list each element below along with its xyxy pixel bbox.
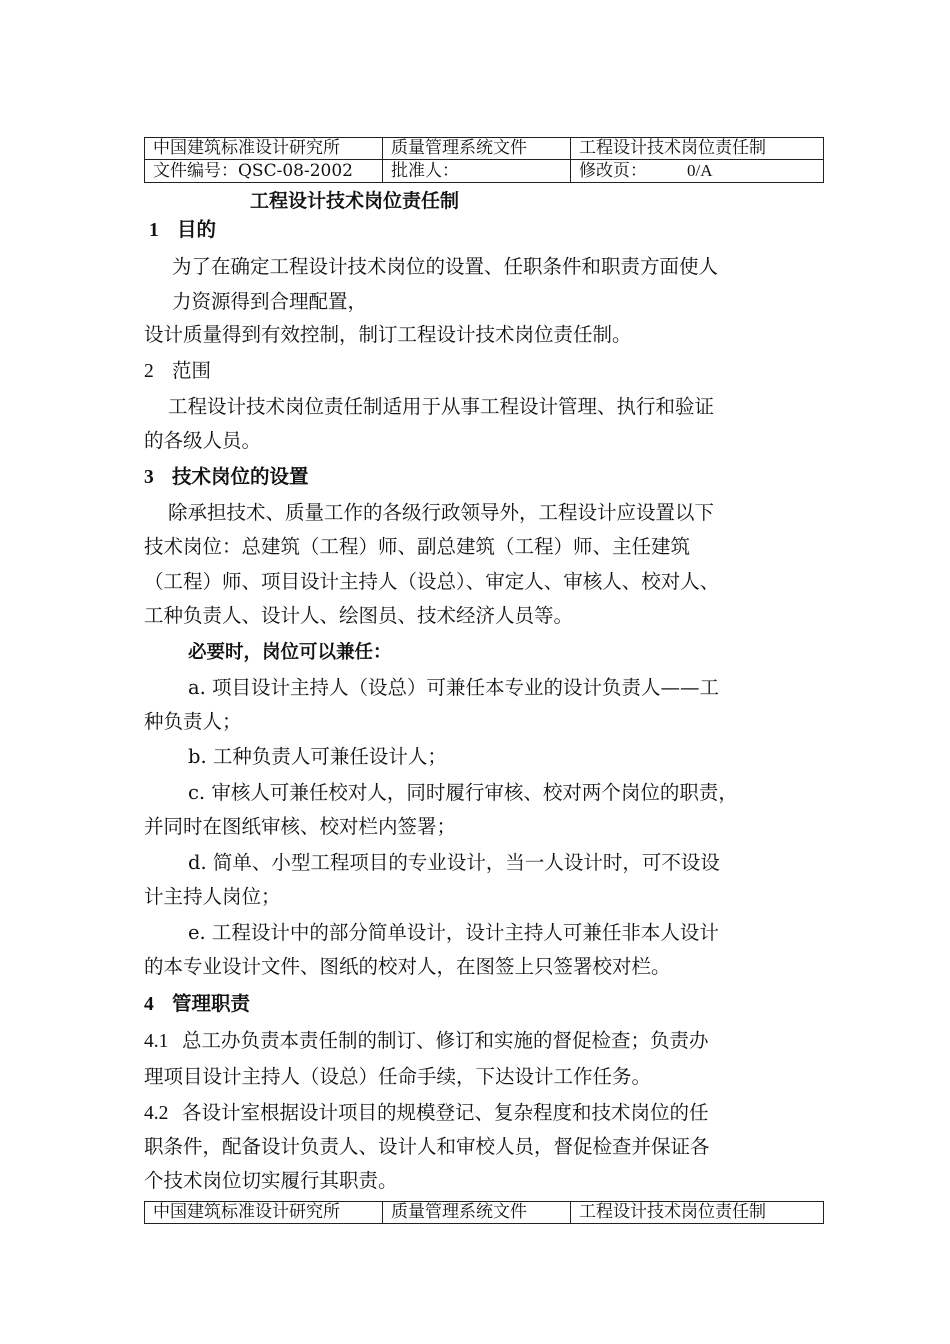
doc-title: 工程设计技术岗位责任制 — [571, 1202, 824, 1224]
section-title: 范围 — [172, 359, 212, 382]
revision-value: 0/A — [687, 161, 713, 180]
paragraph-line: 力资源得到合理配置， — [172, 290, 368, 313]
section-number: 2 — [144, 361, 154, 382]
paragraph-line: 技术岗位：总建筑（工程）师、副总建筑（工程）师、主任建筑 — [144, 535, 691, 558]
section-title: 技术岗位的设置 — [172, 465, 309, 488]
clause-number: 4.1 — [144, 1031, 169, 1052]
section-3-heading — [144, 463, 309, 492]
approver-label: 批准人： — [383, 160, 571, 183]
list-item-line: 的本专业设计文件、图纸的校对人，在图签上只签署校对栏。 — [144, 955, 671, 978]
paragraph-line: （工程）师、项目设计主持人（设总）、审定人、审核人、校对人、 — [144, 570, 720, 593]
section-2-heading — [144, 357, 211, 386]
file-number-label: 文件编号： — [153, 160, 238, 181]
footer-row — [145, 1202, 824, 1224]
footer-table — [144, 1201, 824, 1224]
paragraph-line: 理项目设计主持人（设总）任命手续，下达设计工作任务。 — [144, 1065, 652, 1088]
paragraph-line: 的各级人员。 — [144, 429, 262, 452]
file-number: QSC-08-2002 — [238, 160, 353, 181]
paragraph-line: 个技术岗位切实履行其职责。 — [144, 1169, 398, 1192]
header-row-2 — [145, 160, 824, 183]
section-number: 4 — [144, 994, 154, 1015]
section-number: 3 — [144, 467, 154, 488]
file-number-cell — [145, 160, 383, 183]
header-row-1 — [145, 138, 824, 160]
doc-type: 质量管理系统文件 — [383, 1202, 571, 1224]
document-title: 工程设计技术岗位责任制 — [250, 190, 460, 212]
revision-label: 修改页： — [579, 161, 647, 181]
clause-4-2-line — [144, 1099, 709, 1128]
section-1-heading — [149, 216, 216, 245]
org-name: 中国建筑标准设计研究所 — [145, 138, 383, 160]
list-item-line: b. 工种负责人可兼任设计人； — [188, 745, 447, 768]
paragraph-line: 职条件，配备设计负责人、设计人和审校人员，督促检查并保证各 — [144, 1135, 710, 1158]
paragraph-line: 设计质量得到有效控制，制订工程设计技术岗位责任制。 — [144, 323, 632, 346]
list-item-line: d. 简单、小型工程项目的专业设计，当一人设计时，可不设设 — [188, 851, 720, 874]
merge-note: 必要时，岗位可以兼任： — [188, 642, 392, 663]
paragraph-line: 工程设计技术岗位责任制适用于从事工程设计管理、执行和验证 — [168, 395, 715, 418]
header-table — [144, 137, 824, 183]
list-item-line: c. 审核人可兼任校对人，同时履行审核、校对两个岗位的职责， — [188, 781, 738, 804]
paragraph-line: 为了在确定工程设计技术岗位的设置、任职条件和职责方面使人 — [172, 255, 719, 278]
section-4-heading — [144, 990, 250, 1019]
revision-cell — [571, 160, 824, 183]
section-title: 目的 — [177, 218, 217, 241]
clause-number: 4.2 — [144, 1103, 169, 1124]
org-name: 中国建筑标准设计研究所 — [145, 1202, 383, 1224]
doc-type: 质量管理系统文件 — [383, 138, 571, 160]
list-item-line: a. 项目设计主持人（设总）可兼任本专业的设计负责人——工 — [188, 676, 720, 699]
clause-text: 总工办负责本责任制的制订、修订和实施的督促检查；负责办 — [182, 1029, 709, 1052]
section-title: 管理职责 — [172, 992, 251, 1015]
section-number: 1 — [149, 220, 159, 241]
list-item-line: 种负责人； — [144, 710, 242, 733]
doc-title: 工程设计技术岗位责任制 — [571, 138, 824, 160]
clause-text: 各设计室根据设计项目的规模登记、复杂程度和技术岗位的任 — [182, 1101, 709, 1124]
clause-4-1-line — [144, 1027, 709, 1056]
list-item-line: e. 工程设计中的部分简单设计，设计主持人可兼任非本人设计 — [188, 921, 719, 944]
paragraph-line: 除承担技术、质量工作的各级行政领导外，工程设计应设置以下 — [168, 501, 715, 524]
paragraph-line: 工种负责人、设计人、绘图员、技术经济人员等。 — [144, 604, 574, 627]
list-item-line: 计主持人岗位； — [144, 885, 281, 908]
list-item-line: 并同时在图纸审核、校对栏内签署； — [144, 815, 457, 838]
